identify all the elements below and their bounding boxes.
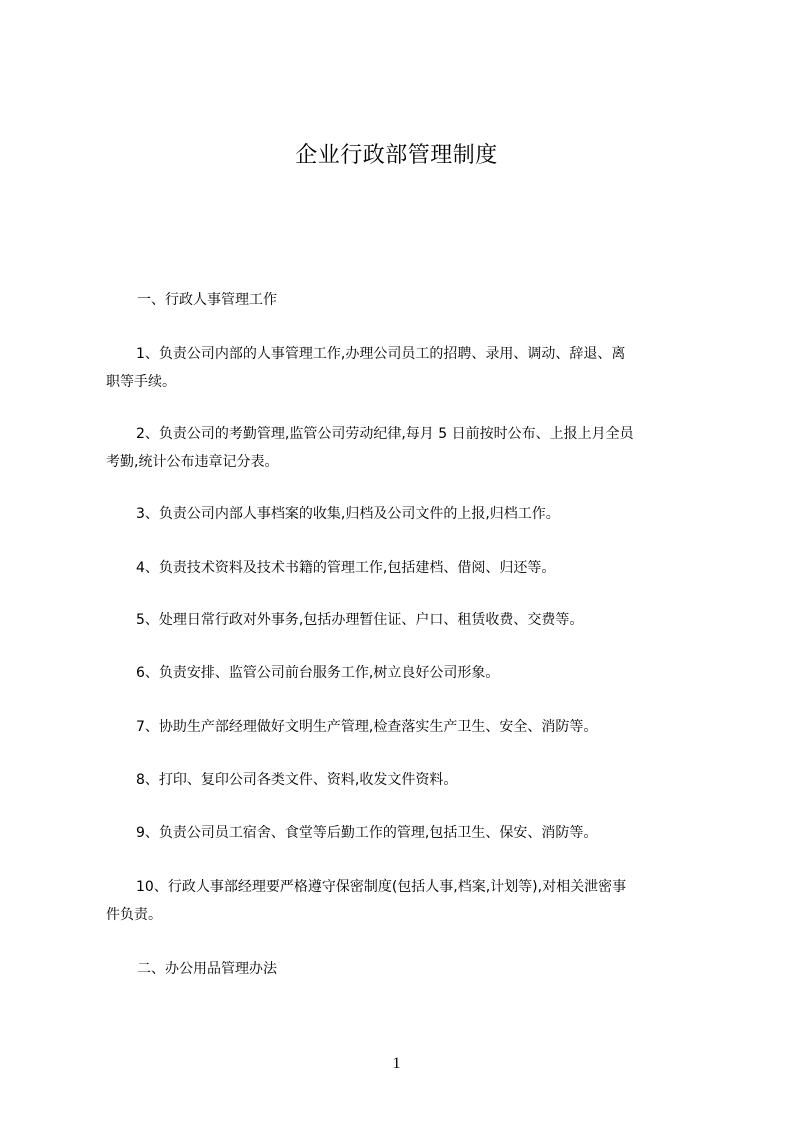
paragraph-line: 10、行政人事部经理要严格遵守保密制度(包括人事,档案,计划等),对相关泄密事 xyxy=(136,879,627,895)
paragraph-line: 2、负责公司的考勤管理,监管公司劳动纪律,每月 5 日前按时公布、上报上月全员 xyxy=(136,426,634,442)
section-heading-1: 一、行政人事管理工作 xyxy=(137,292,277,308)
paragraph-item-4 xyxy=(106,554,718,582)
paragraph-item-6 xyxy=(106,659,718,687)
page-number: 1 xyxy=(392,1055,401,1072)
paragraph-line: 考勤,统计公布违章记分表。 xyxy=(106,454,279,470)
paragraph-item-10 xyxy=(106,873,718,929)
paragraph-line: 8、打印、复印公司各类文件、资料,收发文件资料。 xyxy=(136,772,458,788)
paragraph-item-3 xyxy=(106,500,718,528)
paragraph-line: 5、处理日常行政对外事务,包括办理暂住证、户口、租赁收费、交费等。 xyxy=(136,612,584,628)
paragraph-item-5 xyxy=(106,606,718,634)
section-heading-2: 二、办公用品管理办法 xyxy=(137,961,277,977)
paragraph-item-1 xyxy=(106,340,718,396)
paragraph-line: 7、协助生产部经理做好文明生产管理,检查落实生产卫生、安全、消防等。 xyxy=(136,719,598,735)
paragraph-line: 6、负责安排、监管公司前台服务工作,树立良好公司形象。 xyxy=(136,665,500,681)
paragraph-line: 3、负责公司内部人事档案的收集,归档及公司文件的上报,归档工作。 xyxy=(136,506,560,522)
paragraph-item-7 xyxy=(106,713,718,741)
paragraph-line: 职等手续。 xyxy=(106,374,176,390)
paragraph-line: 1、负责公司内部的人事管理工作,办理公司员工的招聘、录用、调动、辞退、离 xyxy=(136,346,626,362)
paragraph-line: 9、负责公司员工宿舍、食堂等后勤工作的管理,包括卫生、保安、消防等。 xyxy=(136,825,598,841)
paragraph-item-8 xyxy=(106,766,718,794)
paragraph-item-9 xyxy=(106,819,718,847)
paragraph-item-2 xyxy=(106,420,718,476)
document-title: 企业行政部管理制度 xyxy=(295,143,498,168)
paragraph-line: 4、负责技术资料及技术书籍的管理工作,包括建档、借阅、归还等。 xyxy=(136,560,556,576)
paragraph-line: 件负责。 xyxy=(106,907,162,923)
